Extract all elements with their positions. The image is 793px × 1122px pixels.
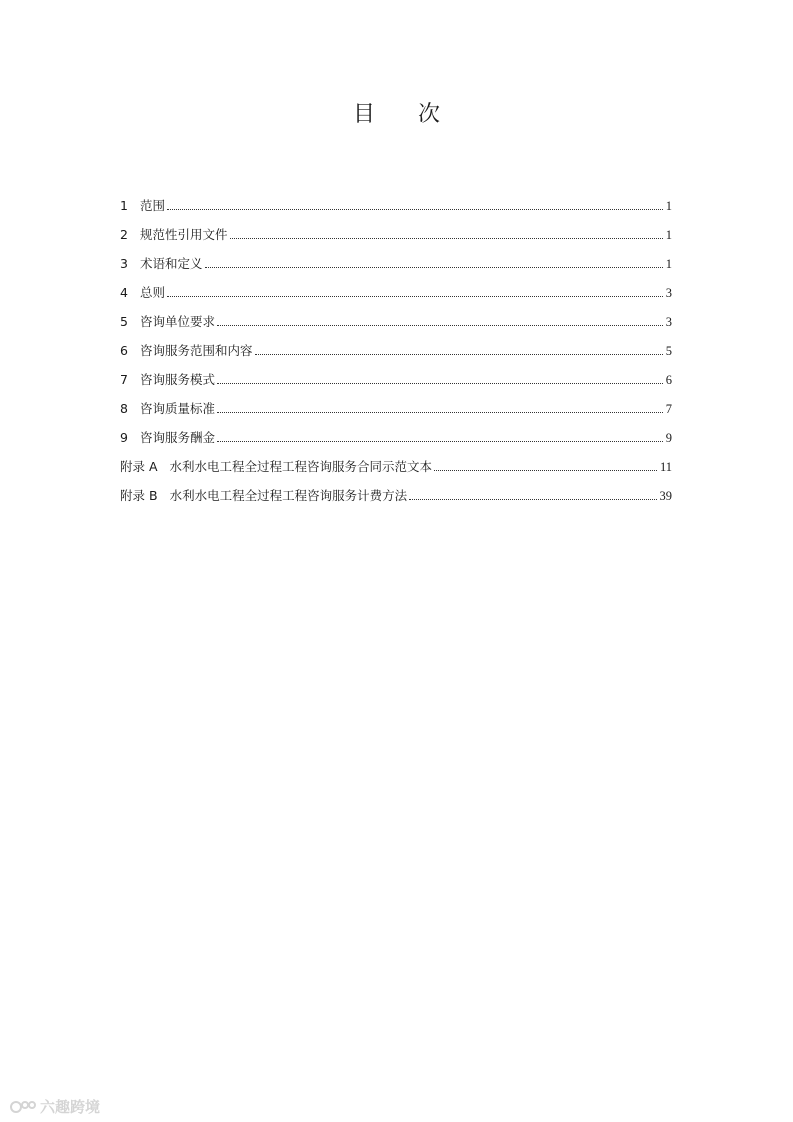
toc-entry-8[interactable] <box>120 388 672 417</box>
watermark-logo-icon <box>10 1099 36 1115</box>
toc-entry-page: 11 <box>659 460 672 474</box>
toc-dot-leader <box>167 295 663 297</box>
toc-dot-leader <box>167 208 663 210</box>
toc-dot-leader <box>409 498 656 500</box>
toc-dot-leader <box>217 324 663 326</box>
toc-entry-5[interactable] <box>120 301 672 330</box>
toc-entry-page: 5 <box>665 344 672 358</box>
watermark-text: 六趣跨境 <box>40 1098 101 1116</box>
page-title: 目 次 <box>353 102 458 127</box>
toc-entry-title: 术语和定义 <box>140 256 203 271</box>
toc-dot-leader <box>255 353 663 355</box>
toc-entry-page: 9 <box>665 431 672 445</box>
toc-entry-number: 附录 A <box>120 459 158 474</box>
toc-entry-number: 1 <box>120 198 128 213</box>
toc-dot-leader <box>217 411 663 413</box>
toc-entry-page: 6 <box>665 373 672 387</box>
toc-entry-number: 6 <box>120 343 128 358</box>
toc-entry-title: 总则 <box>140 285 166 300</box>
toc-entry-appendix-b[interactable] <box>120 475 672 504</box>
toc-entry-page: 7 <box>665 402 672 416</box>
table-of-contents <box>120 185 672 504</box>
toc-entry-title: 咨询单位要求 <box>140 314 216 329</box>
toc-entry-number: 9 <box>120 430 128 445</box>
toc-dot-leader <box>217 382 663 384</box>
toc-entry-title: 水利水电工程全过程工程咨询服务合同示范文本 <box>169 459 433 474</box>
toc-entry-page: 1 <box>665 228 672 242</box>
toc-entry-title: 水利水电工程全过程工程咨询服务计费方法 <box>169 488 408 503</box>
toc-dot-leader <box>217 440 663 442</box>
toc-entry-4[interactable] <box>120 272 672 301</box>
toc-entry-2[interactable] <box>120 214 672 243</box>
toc-entry-number: 7 <box>120 372 128 387</box>
toc-entry-title: 咨询质量标准 <box>140 401 216 416</box>
toc-entry-number: 5 <box>120 314 128 329</box>
toc-entry-page: 3 <box>665 286 672 300</box>
toc-entry-9[interactable] <box>120 417 672 446</box>
toc-entry-appendix-a[interactable] <box>120 446 672 475</box>
toc-dot-leader <box>434 469 657 471</box>
toc-dot-leader <box>205 266 663 268</box>
toc-entry-number: 8 <box>120 401 128 416</box>
toc-entry-title: 规范性引用文件 <box>140 227 228 242</box>
toc-entry-page: 39 <box>659 489 672 503</box>
watermark <box>10 1096 100 1117</box>
toc-entry-3[interactable] <box>120 243 672 272</box>
toc-entry-page: 1 <box>665 199 672 213</box>
toc-entry-1[interactable] <box>120 185 672 214</box>
toc-entry-title: 咨询服务模式 <box>140 372 216 387</box>
toc-entry-7[interactable] <box>120 359 672 388</box>
toc-entry-number: 附录 B <box>120 488 158 503</box>
toc-entry-title: 咨询服务范围和内容 <box>140 343 253 358</box>
toc-entry-title: 范围 <box>140 198 166 213</box>
toc-entry-number: 3 <box>120 256 128 271</box>
toc-entry-6[interactable] <box>120 330 672 359</box>
toc-entry-page: 1 <box>665 257 672 271</box>
toc-entry-page: 3 <box>665 315 672 329</box>
toc-entry-number: 4 <box>120 285 128 300</box>
toc-entry-title: 咨询服务酬金 <box>140 430 216 445</box>
toc-dot-leader <box>230 237 663 239</box>
toc-entry-number: 2 <box>120 227 128 242</box>
